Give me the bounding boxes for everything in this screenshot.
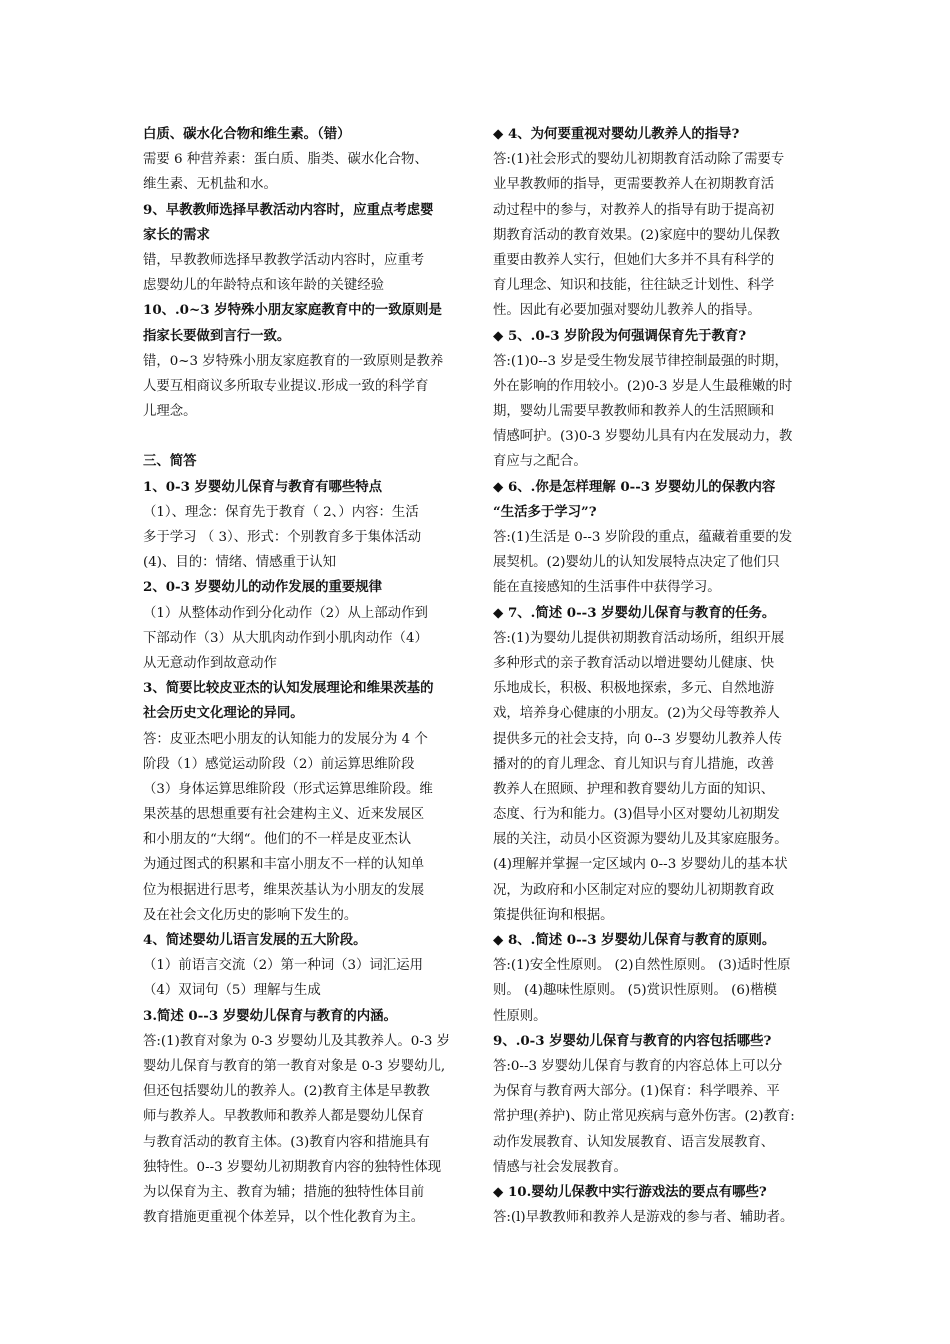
left-text-line: 需要 6 种营养素：蛋白质、脂类、碳水化合物、 (143, 152, 428, 168)
left-heading-line: 指家长要做到言行一致。 (143, 327, 291, 344)
left-heading-line: 家长的需求 (143, 226, 210, 243)
left-text-line: 果茨基的思想重要有社会建构主义、近来发展区 (143, 807, 425, 823)
right-text-line: 况，为政府和小区制定对应的婴幼儿初期教育政 (493, 882, 775, 898)
left-text-line: （1）、理念：保育先于教育（ 2、）内容：生活 (143, 504, 419, 520)
left-text-line: 师与教养人。早教教师和教养人都是婴幼儿保育 (143, 1109, 425, 1125)
left-text-line: 但还包括婴幼儿的教养人。(2)教育主体是早教教 (143, 1084, 430, 1100)
right-text-line: 答:(1)为婴幼儿提供初期教育活动场所，组织开展 (493, 630, 785, 646)
left-text-line: 答:(1)教育对象为 0-3 岁婴幼儿及其教养人。0-3 岁 (143, 1033, 451, 1049)
left-text-line: 阶段（1）感觉运动阶段（2）前运算思维阶段 (143, 756, 415, 772)
right-heading-line: ◆ 5、.0-3 岁阶段为何强调保育先于教育? (493, 327, 747, 344)
left-text-line: 独特性。0--3 岁婴幼儿初期教育内容的独特性体现 (143, 1159, 442, 1175)
left-heading-line: 2、0-3 岁婴幼儿的动作发展的重要规律 (143, 579, 383, 596)
right-text-line: 常护理(养护)、防止常见疾病与意外伤害。(2)教育: (493, 1109, 795, 1125)
right-text-line: 播对的的育儿理念、育儿知识与育儿措施，改善 (493, 756, 775, 772)
right-text-line: (4)理解并掌握一定区域内 0--3 岁婴幼儿的基本状 (493, 857, 788, 873)
right-text-line: 性。因此有必要加强对婴幼儿教养人的指导。 (493, 303, 761, 319)
left-text-column (143, 122, 465, 1230)
right-text-line: 策提供征询和根据。 (493, 907, 614, 923)
left-text-line: 教育措施更重视个体差异，以个性化教育为主。 (143, 1210, 425, 1226)
right-text-line: 多种形式的亲子教育活动以增进婴幼儿健康、快 (493, 655, 775, 671)
right-heading-line: 9、.0-3 岁婴幼儿保育与教育的内容包括哪些? (493, 1032, 772, 1049)
right-text-line: 态度、行为和能力。(3)倡导小区对婴幼儿初期发 (493, 807, 780, 823)
right-text-line: 外在影响的作用较小。(2)0-3 岁是人生最稚嫩的时 (493, 378, 793, 394)
right-text-line: 情感呵护。(3)0-3 岁婴幼儿具有内在发展动力，教 (493, 429, 793, 445)
right-text-line: 展的关注，动员小区资源为婴幼儿及其家庭服务。 (493, 832, 788, 848)
right-text-line: 教养人在照顾、护理和教育婴幼儿方面的知识、 (493, 781, 775, 797)
left-heading-line: 10、.0~3 岁特殊小朋友家庭教育中的一致原则是 (143, 302, 442, 319)
left-heading-line: 3.简述 0--3 岁婴幼儿保育与教育的内涵。 (143, 1007, 397, 1024)
left-text-line: 错，0~3 岁特殊小朋友家庭教育的一致原则是教养 (143, 353, 444, 369)
right-text-column (493, 122, 815, 1230)
left-text-line: （3）身体运算思维阶段（形式运算思维阶段。维 (143, 781, 433, 797)
right-text-line: 答:(1)0--3 岁是受生物发展节律控制最强的时期， (493, 353, 788, 369)
right-text-line: 答:(l)早教教师和教养人是游戏的参与者、辅助者。 (493, 1210, 794, 1226)
left-heading-line: 三、简答 (143, 453, 197, 470)
left-text-line: 错，早教教师选择早教教学活动内容时，应重考 (143, 252, 425, 268)
right-text-line: 情感与社会发展教育。 (493, 1159, 627, 1175)
right-text-line: 动过程中的参与，对教养人的指导有助于提高初 (493, 202, 775, 218)
left-heading-line: 3、简要比较皮亚杰的认知发展理论和维果茨基的 (143, 680, 434, 697)
left-text-line: 及在社会文化历史的影响下发生的。 (143, 907, 358, 923)
right-text-line: 则。 (4)趣味性原则。 (5)赏识性原则。 (6)楷模 (493, 983, 777, 999)
left-text-line: （4）双词句（5）理解与生成 (143, 983, 321, 999)
right-text-line: 答:(1)社会形式的婴幼儿初期教育活动除了需要专 (493, 152, 785, 168)
right-text-line: 答:(1)生活是 0--3 岁阶段的重点，蕴藏着重要的发 (493, 530, 793, 545)
left-heading-line: 9、早教教师选择早教活动内容时，应重点考虑婴 (143, 201, 434, 218)
right-heading-line: “生活多于学习”? (493, 503, 597, 520)
right-heading-line: ◆ 10.婴幼儿保教中实行游戏法的要点有哪些? (493, 1183, 767, 1200)
left-text-line: 为通过图式的积累和丰富小朋友不一样的认知单 (143, 857, 425, 873)
left-text-line: 儿理念。 (143, 404, 197, 420)
right-heading-line: ◆ 8、.简述 0--3 岁婴幼儿保育与教育的原则。 (493, 932, 776, 948)
left-text-line: 从无意动作到故意动作 (143, 655, 277, 671)
left-heading-line: 社会历史文化理论的异同。 (143, 705, 304, 722)
left-text-line: 虑婴幼儿的年龄特点和该年龄的关键经验 (143, 278, 385, 294)
left-text-line: 为以保育为主、教育为辅；措施的独特性体目前 (143, 1184, 425, 1200)
left-heading-line: 白质、碳水化合物和维生素。（错） (143, 126, 351, 142)
right-text-line: 提供多元的社会支持，向 0--3 岁婴幼儿教养人传 (493, 731, 783, 747)
right-text-line: 动作发展教育、认知发展教育、语言发展教育、 (493, 1134, 775, 1150)
left-heading-line: 4、简述婴幼儿语言发展的五大阶段。 (143, 932, 367, 948)
right-text-line: 重要由教养人实行，但她们大多并不具有科学的 (493, 252, 775, 268)
left-text-line: (4)、目的：情绪、情感重于认知 (143, 555, 337, 571)
left-text-line: （1）前语言交流（2）第一种词（3）词汇运用 (143, 958, 423, 974)
right-text-line: 育应与之配合。 (493, 454, 587, 470)
left-text-line: 多于学习 （ 3）、形式：个别教育多于集体活动 (143, 530, 422, 545)
right-heading-line: ◆ 4、为何要重视对婴幼儿教养人的指导? (493, 126, 740, 142)
right-text-line: 期教育活动的教育效果。(2)家庭中的婴幼儿保教 (493, 227, 780, 243)
right-text-line: 戏，培养身心健康的小朋友。(2)为父母等教养人 (493, 706, 780, 722)
right-text-line: 展契机。(2)婴幼儿的认知发展特点决定了他们只 (493, 555, 780, 571)
left-text-line: 维生素、无机盐和水。 (143, 177, 277, 193)
left-heading-line: 1、0-3 岁婴幼儿保育与教育有哪些特点 (143, 478, 383, 495)
right-heading-line: ◆ 6、.你是怎样理解 0--3 岁婴幼儿的保教内容 (493, 478, 776, 495)
right-heading-line: ◆ 7、.简述 0--3 岁婴幼儿保育与教育的任务。 (493, 604, 776, 621)
left-text-line: 人要互相商议多所取专业提议.形成一致的科学育 (143, 378, 429, 394)
left-text-line (143, 424, 465, 449)
left-text-line: 位为根据进行思考，维果茨基认为小朋友的发展 (143, 882, 425, 898)
right-text-line: 答:0--3 岁婴幼儿保育与教育的内容总体上可以分 (493, 1058, 783, 1074)
right-text-line: 性原则。 (493, 1008, 547, 1024)
right-text-line: 为保育与教育两大部分。(1)保育：科学喂养、平 (493, 1084, 780, 1100)
left-text-line: 与教育活动的教育主体。(3)教育内容和措施具有 (143, 1134, 430, 1150)
right-text-line: 乐地成长，积极、积极地探索，多元、自然地游 (493, 681, 775, 697)
right-text-line: 育儿理念、知识和技能，往往缺乏计划性、科学 (493, 278, 775, 294)
left-text-line: 和小朋友的“大纲“。他们的不一样是皮亚杰认 (143, 832, 412, 848)
right-text-line: 答:(1)安全性原则。 (2)自然性原则。 (3)适时性原 (493, 958, 791, 974)
left-text-line: 答：皮亚杰吧小朋友的认知能力的发展分为 4 个 (143, 731, 428, 747)
left-text-line: （1）从整体动作到分化动作（2）从上部动作到 (143, 605, 428, 621)
right-text-line: 能在直接感知的生活事件中获得学习。 (493, 580, 721, 596)
left-text-line: 下部动作（3）从大肌肉动作到小肌肉动作（4） (143, 630, 428, 646)
right-text-line: 业早教教师的指导，更需要教养人在初期教育活 (493, 177, 775, 193)
right-text-line: 期，婴幼儿需要早教教师和教养人的生活照顾和 (493, 404, 775, 420)
left-text-line: 婴幼儿保育与教育的第一教育对象是 0-3 岁婴幼儿, (143, 1058, 446, 1074)
